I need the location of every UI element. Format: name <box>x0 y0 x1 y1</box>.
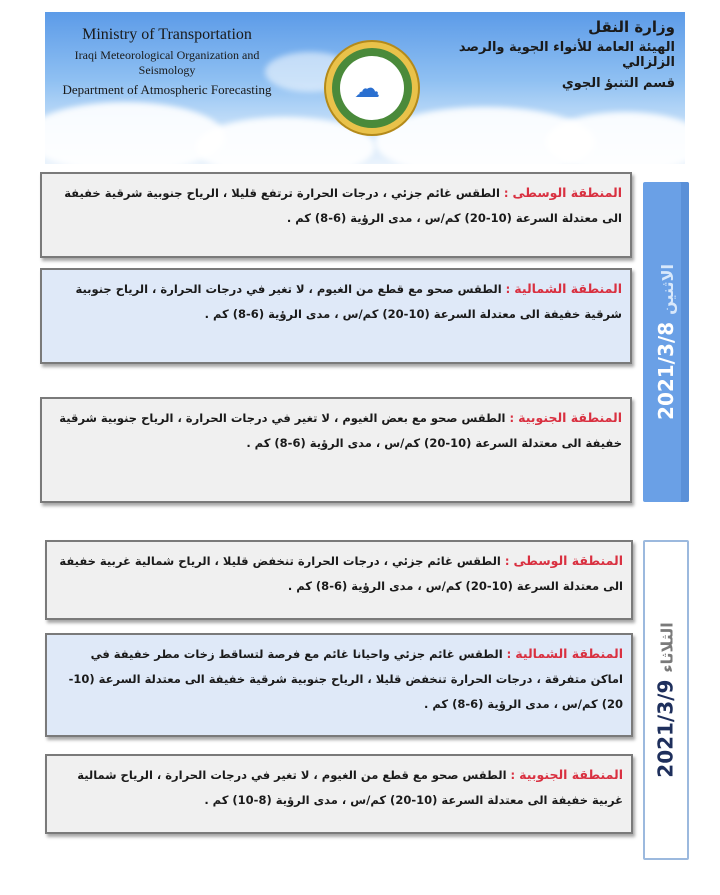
cloud-sun-icon: ☁ <box>354 74 380 104</box>
region-title: المنطقة الجنوبية <box>519 767 623 782</box>
forecast-panel-south: المنطقة الجنوبية : الطقس صحو مع بعض الغيوم ، لا تغير في درجات الحرارة ، الرياح جنوبية شرقية خفيفة الى معتدلة السرعة (10-20) كم/س ، مدى الرؤية (6-8) كم . <box>40 397 632 503</box>
forecast-date: 2021/3/9 <box>654 679 679 778</box>
forecast-text: الطقس غائم جزئي واحيانا غائم مع فرصة لتساقط زخات مطر خفيفة في اماكن متفرقة ، درجات الحرارة تنخفض قليلا ، الرياح جنوبية شرقية خفيفة الى معتدلة السرعة (10-20) كم/س ، مدى الرؤية (6-8) كم . <box>68 647 623 711</box>
forecast-weekday: الاثنين <box>658 264 678 315</box>
ministry-name-ar: وزارة النقل <box>588 18 675 36</box>
forecast-panel-north: المنطقة الشمالية : الطقس غائم جزئي واحيانا غائم مع فرصة لتساقط زخات مطر خفيفة في اماكن متفرقة ، درجات الحرارة تنخفض قليلا ، الرياح جنوبية شرقية خفيفة الى معتدلة السرعة (10-20) كم/س ، مدى الرؤية (6-8) كم . <box>45 633 633 737</box>
department-name-en: Department of Atmospheric Forecasting <box>62 82 272 97</box>
forecast-panel-north: المنطقة الشمالية : الطقس صحو مع قطع من الغيوم ، لا تغير في درجات الحرارة ، الرياح جنوبية شرقية خفيفة الى معتدلة السرعة (10-20) كم/س ، مدى الرؤية (6-8) كم . <box>40 268 632 364</box>
region-title: المنطقة الوسطى <box>513 553 623 568</box>
date-tab-label <box>654 264 678 420</box>
organization-name-ar: الهيئة العامة للأنواء الجوية والرصد الزلزالي <box>458 40 675 70</box>
region-title: المنطقة الشمالية <box>514 281 622 296</box>
forecast-panel-south: المنطقة الجنوبية : الطقس صحو مع قطع من الغيوم ، لا تغير في درجات الحرارة ، الرياح شمالية غربية خفيفة الى معتدلة السرعة (10-20) كم/س ، مدى الرؤية (8-10) كم . <box>45 754 633 834</box>
department-name-ar: قسم التنبؤ الجوي <box>561 76 675 91</box>
forecast-text: الطقس صحو مع قطع من الغيوم ، لا تغير في درجات الحرارة ، الرياح جنوبية شرقية خفيفة الى معتدلة السرعة (10-20) كم/س ، مدى الرؤية (6-8) كم . <box>75 282 622 321</box>
organization-name-en: Iraqi Meteorological Organization and Seismology <box>74 48 260 77</box>
forecast-panel-central: المنطقة الوسطى : الطقس غائم جزئي ، درجات الحرارة تنخفض قليلا ، الرياح شمالية غربية خفيفة الى معتدلة السرعة (10-20) كم/س ، مدى الرؤية (6-8) كم . <box>45 540 633 620</box>
forecast-weekday: الثلاثاء <box>658 622 678 673</box>
date-tab-day-1 <box>643 182 689 502</box>
forecast-text: الطقس غائم جزئي ، درجات الحرارة تنخفض قليلا ، الرياح شمالية غربية خفيفة الى معتدلة السرعة (10-20) كم/س ، مدى الرؤية (6-8) كم . <box>59 554 623 593</box>
region-title: المنطقة الوسطى <box>512 185 622 200</box>
forecast-panel-central: المنطقة الوسطى : الطقس غائم جزئي ، درجات الحرارة ترتفع قليلا ، الرياح جنوبية شرقية خفيفة الى معتدلة السرعة (10-20) كم/س ، مدى الرؤية (6-8) كم . <box>40 172 632 258</box>
english-title-block <box>57 26 277 98</box>
meteorology-seal-logo <box>326 42 418 134</box>
forecast-text: الطقس صحو مع بعض الغيوم ، لا تغير في درجات الحرارة ، الرياح جنوبية شرقية خفيفة الى معتدلة السرعة (10-20) كم/س ، مدى الرؤية (6-8) كم . <box>59 411 622 450</box>
forecast-text: الطقس صحو مع قطع من الغيوم ، لا تغير في درجات الحرارة ، الرياح شمالية غربية خفيفة الى معتدلة السرعة (10-20) كم/س ، مدى الرؤية (8-10) كم . <box>77 768 623 807</box>
region-title: المنطقة الشمالية <box>515 646 623 661</box>
date-tab-label <box>654 622 678 777</box>
region-title: المنطقة الجنوبية <box>518 410 622 425</box>
forecast-text: الطقس غائم جزئي ، درجات الحرارة ترتفع قليلا ، الرياح جنوبية شرقية خفيفة الى معتدلة السرعة (10-20) كم/س ، مدى الرؤية (6-8) كم . <box>64 186 622 225</box>
arabic-title-block <box>425 18 675 91</box>
header-banner <box>45 12 685 164</box>
date-tab-day-2 <box>643 540 689 860</box>
ministry-name-en: Ministry of Transportation <box>82 26 252 43</box>
forecast-date: 2021/3/8 <box>654 321 679 420</box>
